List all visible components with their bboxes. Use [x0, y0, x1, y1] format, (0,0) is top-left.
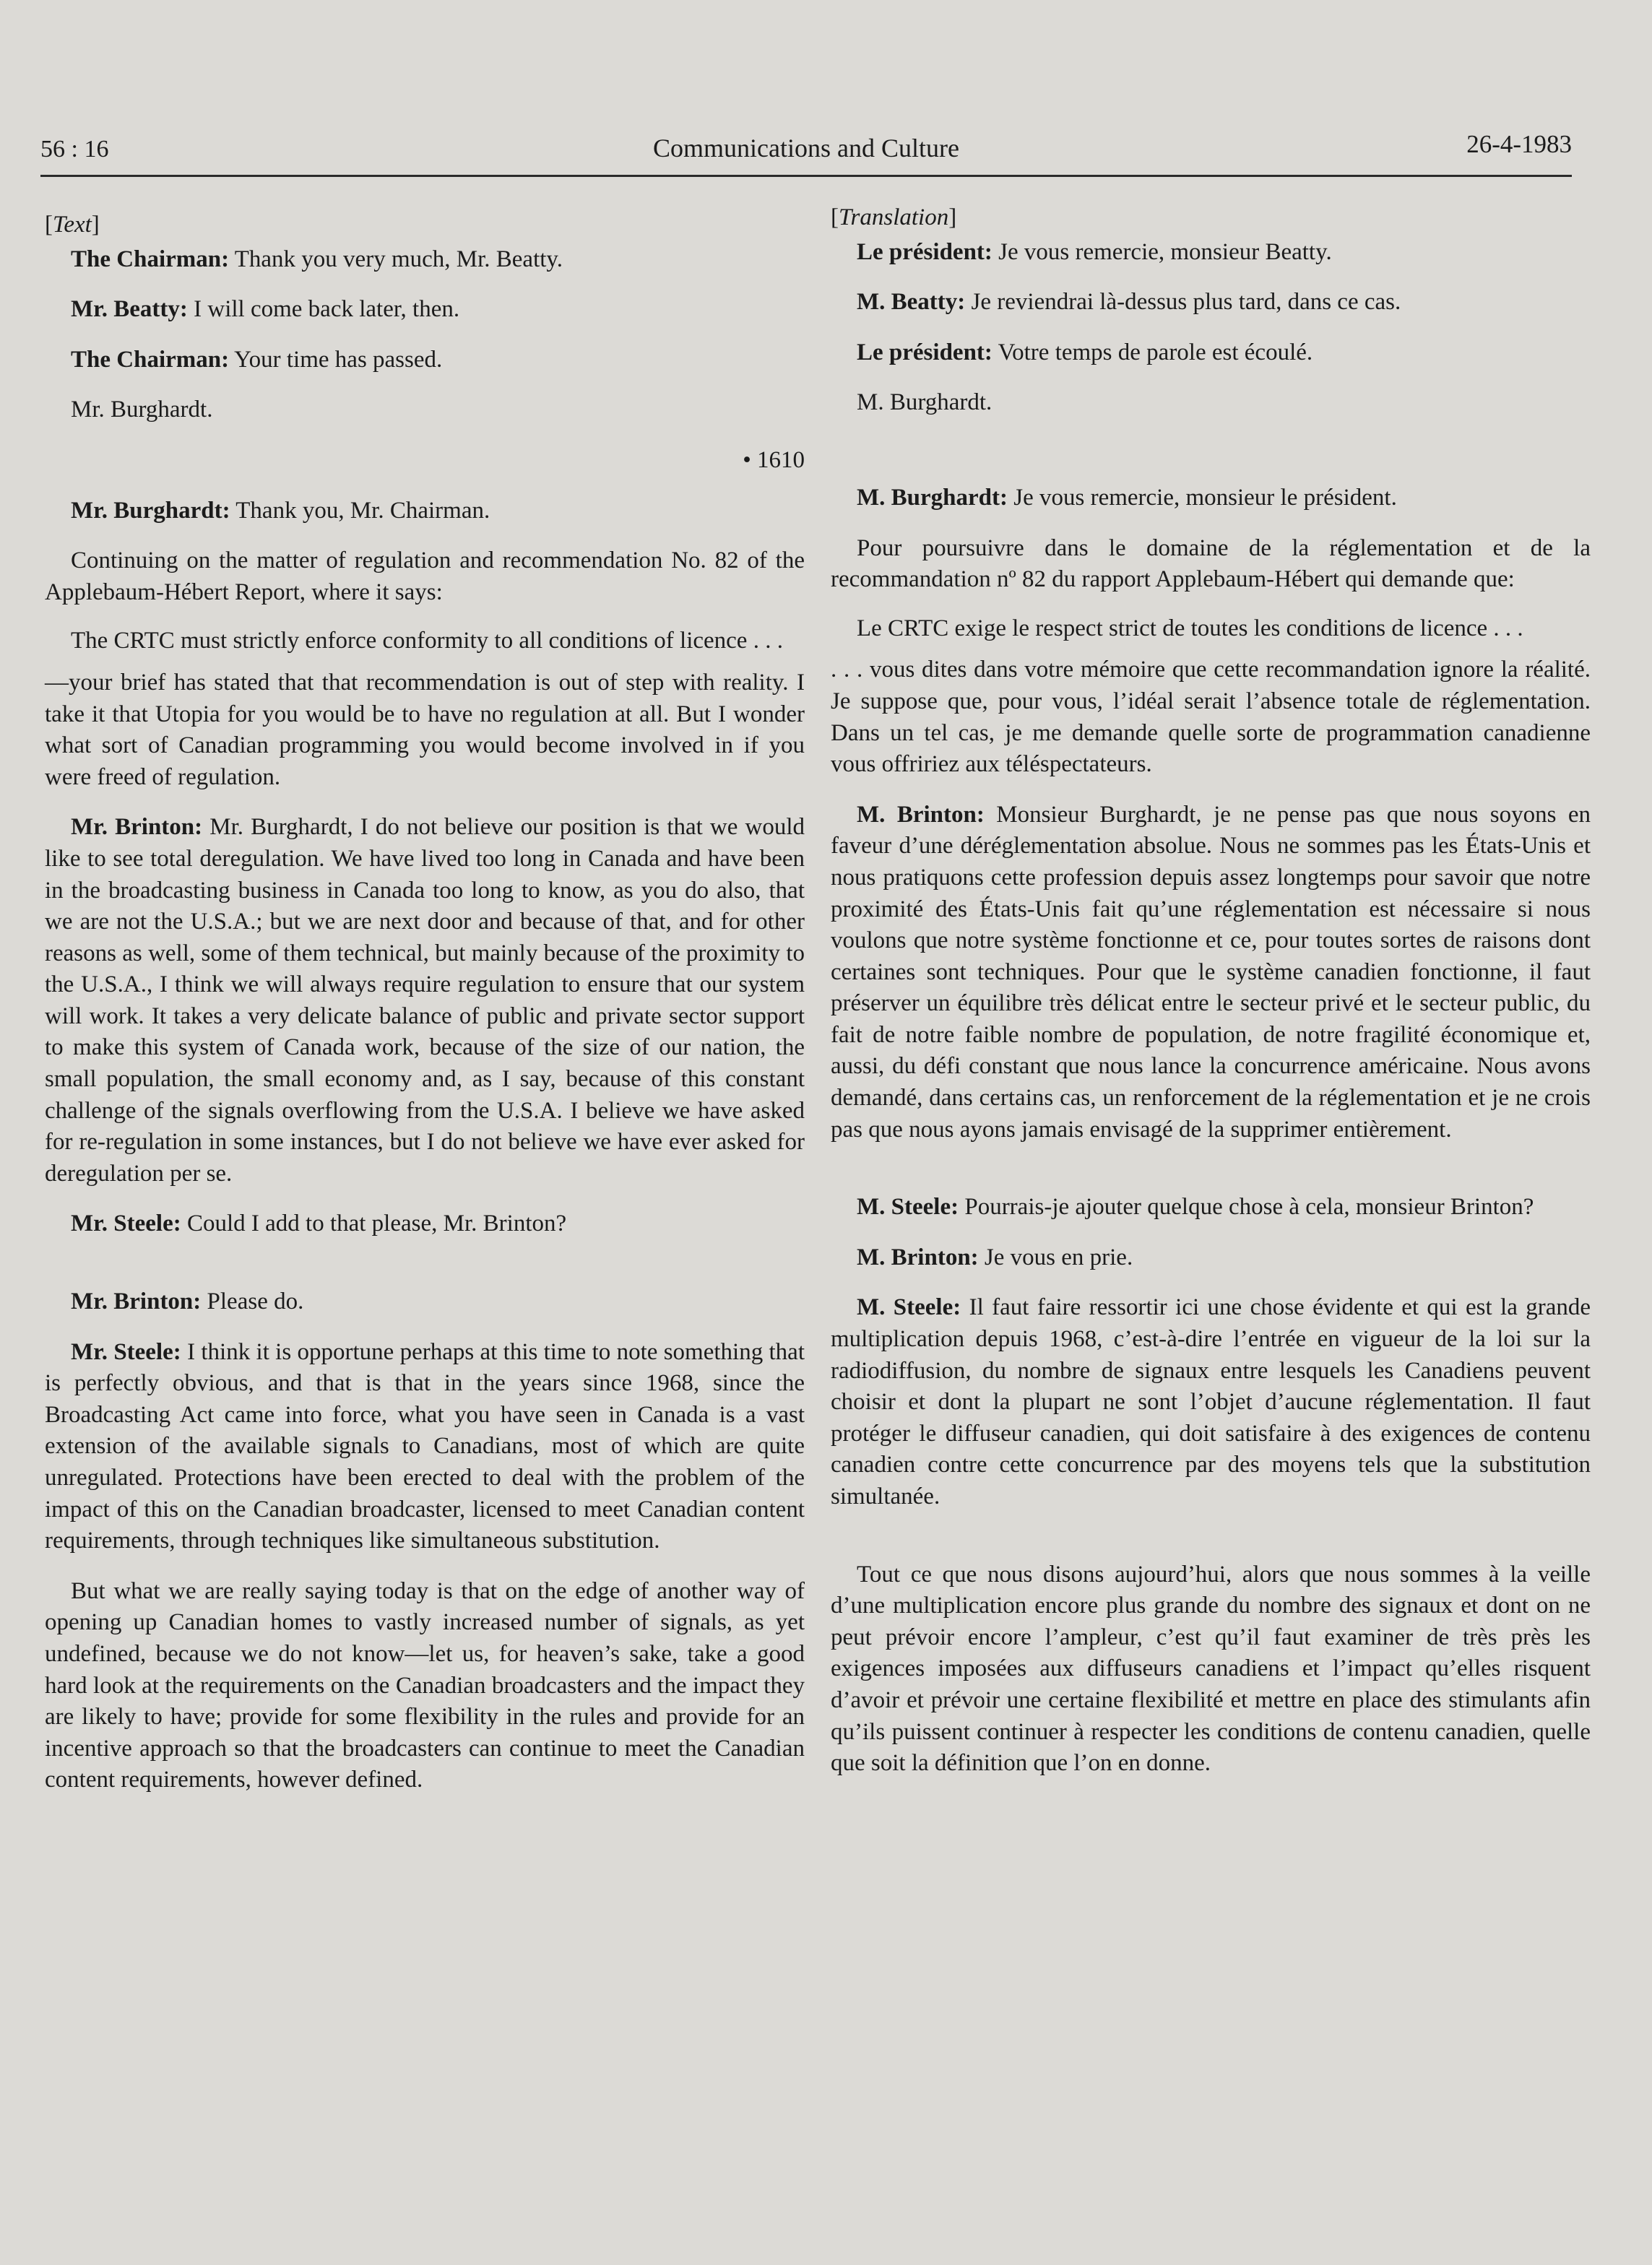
speaker-name: M. Beatty: — [857, 289, 966, 316]
speaker-name: The Chairman: — [71, 246, 230, 272]
french-column — [831, 202, 1591, 1798]
speaker-name: Le président: — [857, 238, 993, 265]
block-quote: The CRTC must strictly enforce conformity to all conditions of licence . . . — [71, 628, 783, 654]
paragraph: . . . vous dites dans votre mémoire que cette recommandation ignore la réalité. Je suppose que, pour vous, l’idéal serait l’absence totale de réglementation. Dans un tel cas, je me demande quelle sorte de programmation canadienne vous offririez aux téléspectateurs. — [831, 657, 1591, 778]
speaker-name: The Chairman: — [71, 346, 230, 373]
language-label: [Text] — [45, 212, 100, 238]
speaker-name: M. Brinton: — [857, 801, 985, 828]
paragraph: M. Burghardt: Je vous remercie, monsieur le président. — [857, 484, 1397, 511]
running-title: Communications and Culture — [653, 134, 959, 163]
header-date: 26-4-1983 — [1466, 130, 1572, 158]
speaker-name: Mr. Steele: — [71, 1211, 181, 1237]
paragraph: The Chairman: Your time has passed. — [71, 346, 443, 373]
paragraph: Mr. Burghardt. — [71, 397, 213, 423]
paragraph: —your brief has stated that that recommendation is out of step with reality. I take it that Utopia for you would be to have no regulation at all. But I wonder what sort of Canadian programming you would become involved in if you were freed of regulation. — [45, 669, 805, 790]
block-quote: Le CRTC exige le respect strict de toutes les conditions de licence . . . — [857, 615, 1523, 641]
paragraph: M. Burghardt. — [857, 389, 993, 416]
paragraph: Mr. Beatty: I will come back later, then. — [71, 296, 460, 323]
speaker-name: Mr. Steele: — [71, 1338, 181, 1365]
paragraph: Tout ce que nous disons aujourd’hui, alors que nous sommes à la veille d’une multiplication encore plus grande du nombre des signaux et dont on ne peut prévoir encore l’ampleur, c’est qu’il faut examiner de très près les exigences imposées aux diffuseurs canadiens et l’impact qu’elles risquent d’avoir et prévoir une certaine flexibilité et mettre en place des stimulants afin qu’ils puissent continuer à respecter les conditions de contenu canadien, quelle que soit la définition que l’on en donne. — [831, 1561, 1591, 1777]
paragraph: Mr. Brinton: Mr. Burghardt, I do not believe our position is that we would like to see total deregulation. We have lived too long in Canada and have been in the broadcasting business in Canada too long to know, as you do also, that we are not the U.S.A.; but we are next door and because of that, and for other reasons as well, some of them technical, but mainly because of the proximity to the U.S.A., I think we will always require regulation to ensure that our system will work. It takes a very delicate balance of public and private sector support to make this system of Canada work, because of the size of our nation, the small population, the small economy and, as I say, because of this constant challenge of the signals overflowing from the U.S.A. I believe we have asked for re-regulation in some instances, but I do not believe we have ever asked for deregulation per se. — [45, 814, 805, 1187]
paragraph: Le président: Votre temps de parole est écoulé. — [857, 339, 1313, 365]
paragraph: But what we are really saying today is that on the edge of another way of opening up Canadian homes to vastly increased number of signals, as yet undefined, because we do not know—let us, for heaven’s sake, take a good hard look at the requirements on the Canadian broadcasters and the impact they are likely to have; provide for some flexibility in the rules and provide for an incentive approach so that the broadcasters can continue to meet the Canadian content requirements, however defined. — [45, 1577, 805, 1793]
paragraph: The Chairman: Thank you very much, Mr. Beatty. — [71, 246, 563, 272]
paragraph: M. Brinton: Monsieur Burghardt, je ne pense pas que nous soyons en faveur d’une déréglementation absolue. Nous ne sommes pas les États-Unis et nous pratiquons cette profession depuis assez longtemps pour savoir que notre proximité des États-Unis fait qu’une réglementation est nécessaire si nous voulons que notre système fonctionne et ce, pour toutes sortes de raisons dont certaines sont techniques. Pour que le système canadien fonctionne, il faut préserver un équilibre très délicat entre le secteur privé et le secteur public, du fait de notre faible nombre de population, de notre fragilité économique et, aussi, du défi constant que nous lance la concurrence américaine. Nous avons demandé, dans certains cas, un renforcement de la réglementation et je ne crois pas que nous ayons jamais envisagé de la supprimer entièrement. — [831, 801, 1591, 1143]
paragraph: M. Beatty: Je reviendrai là-dessus plus tard, dans ce cas. — [857, 289, 1401, 316]
paragraph: M. Brinton: Je vous en prie. — [857, 1244, 1133, 1270]
language-label: [Translation] — [831, 204, 957, 230]
speaker-name: M. Brinton: — [857, 1244, 979, 1270]
speaker-name: Mr. Beatty: — [71, 296, 188, 323]
paragraph: Mr. Steele: I think it is opportune perhaps at this time to note something that is perfectly obvious, and that is that in the years since 1968, since the Broadcasting Act came into force, what you have seen in Canada is a vast extension of the available signals to Canadians, most of which are quite unregulated. Protections have been erected to deal with the problem of the impact of this on the Canadian broadcaster, licensed to meet Canadian content requirements, through techniques like simultaneous substitution. — [45, 1338, 805, 1554]
paragraph: Pour poursuivre dans le domaine de la réglementation et de la recommandation nº 82 du rapport Applebaum-Hébert qui demande que: — [831, 534, 1591, 593]
paragraph: Mr. Steele: Could I add to that please, Mr. Brinton? — [71, 1211, 567, 1237]
speaker-name: M. Burghardt: — [857, 484, 1008, 511]
time-marker: • 1610 — [743, 446, 805, 473]
speaker-name: Mr. Burghardt: — [71, 497, 230, 524]
paragraph: Mr. Burghardt: Thank you, Mr. Chairman. — [71, 497, 490, 524]
speaker-name: Le président: — [857, 339, 993, 365]
english-column — [45, 209, 805, 1815]
paragraph: Le président: Je vous remercie, monsieur Beatty. — [857, 238, 1332, 265]
speaker-name: Mr. Brinton: — [71, 814, 203, 841]
speaker-name: M. Steele: — [857, 1294, 961, 1321]
paragraph: M. Steele: Il faut faire ressortir ici une chose évidente et qui est la grande multiplication depuis 1968, c’est-à-dire l’entrée en vigueur de la loi sur la radiodiffusion, du nombre de signaux entre lesquels les Canadiens peuvent choisir et dont la plupart ne sont l’objet d’aucune réglementation. Il faut protéger le diffuseur canadien, qui doit satisfaire à des exigences de contenu canadien contre cette concurrence par des moyens tels que la substitution simultanée. — [831, 1294, 1591, 1510]
speaker-name: M. Steele: — [857, 1194, 959, 1221]
paragraph: M. Steele: Pourrais-je ajouter quelque chose à cela, monsieur Brinton? — [857, 1194, 1534, 1221]
page-number: 56 : 16 — [40, 136, 109, 163]
paragraph: Continuing on the matter of regulation and recommendation No. 82 of the Applebaum-Hébert Report, where it says: — [45, 547, 805, 605]
speaker-name: Mr. Brinton: — [71, 1289, 202, 1315]
paragraph: Mr. Brinton: Please do. — [71, 1289, 304, 1315]
page-header — [40, 129, 1572, 177]
